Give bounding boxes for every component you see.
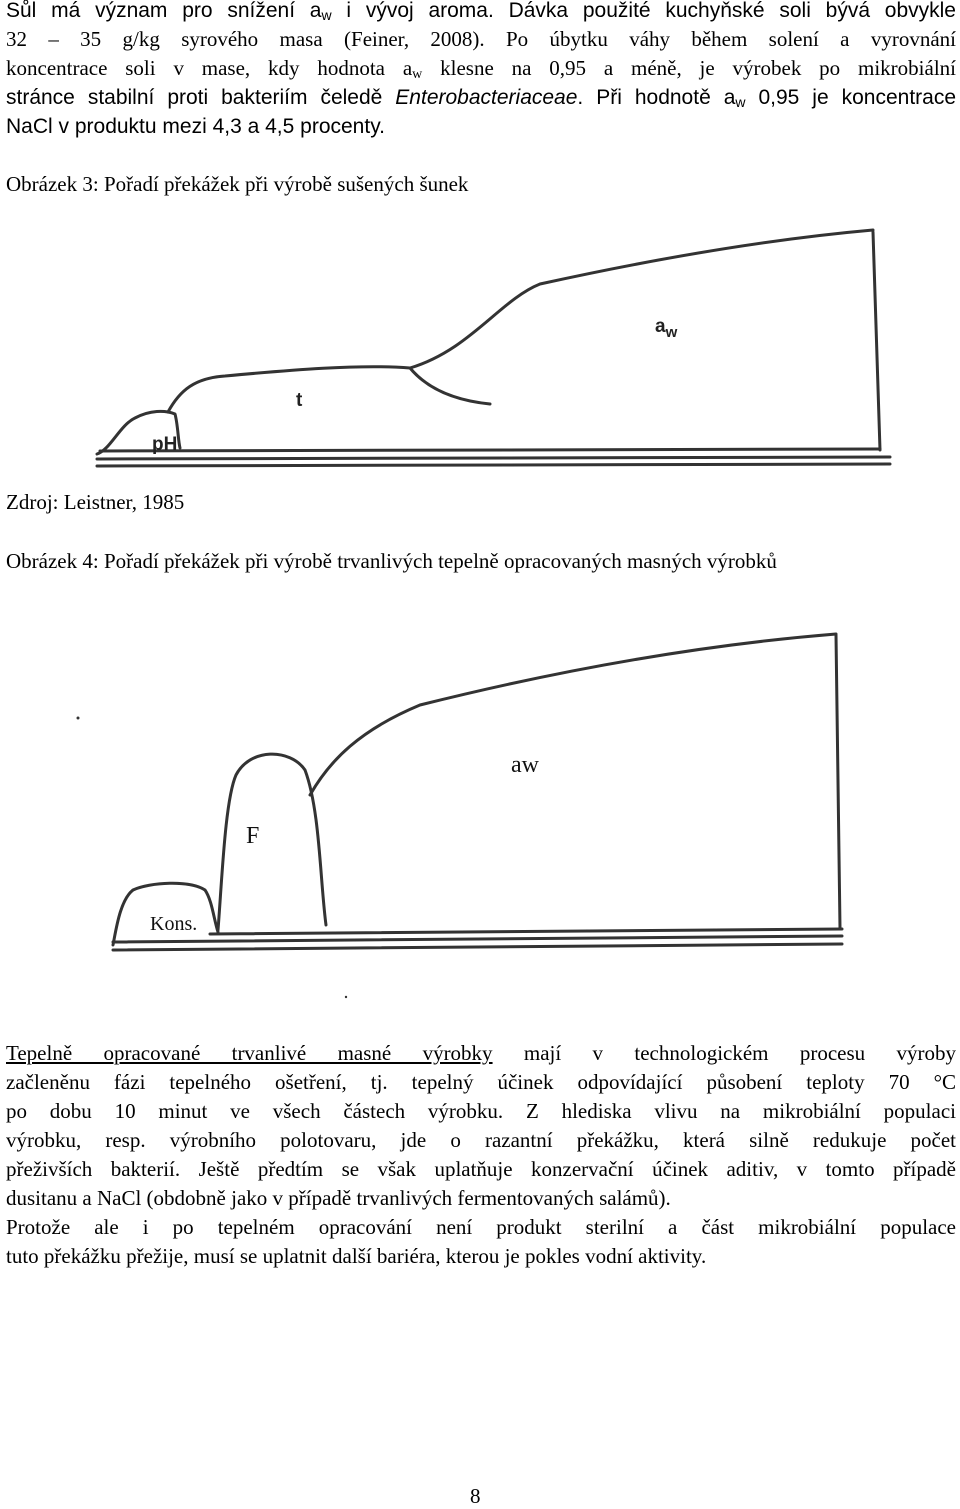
- fig4-speck-bottom: [345, 996, 347, 998]
- fig4-right-edge: [836, 635, 840, 928]
- fig4-baseline: [113, 929, 842, 950]
- body-line-4: výrobku, resp. výrobního polotovaru, jde o razantní překážku, která silně redukuje počet: [6, 1128, 956, 1152]
- fig3-label-aw: $a_w$: [655, 316, 678, 341]
- fig4-aw-barrier: [310, 634, 836, 795]
- intro-line-4: stránce stabilní proti bakteriím čeledě Enterobacteriaceae. Při hodnotě $a_w$ 0,95 je koncentrace: [6, 86, 957, 110]
- page-number: 8: [470, 1484, 481, 1508]
- figure-4-caption: Obrázek 4: Pořadí překážek při výrobě trvanlivých tepelně opracovaných masných výrobků: [6, 549, 777, 573]
- body-line-7: Protože ale i po tepelném opracování není produkt sterilní a část mikrobiální populace: [6, 1215, 956, 1239]
- fig3-label-ph: pH: [152, 434, 178, 455]
- fig4-f-barrier: [218, 754, 326, 930]
- body-line-6: dusitanu a NaCl (obdobně jako v případě trvanlivých fermentovaných salámů).: [6, 1186, 671, 1210]
- body-line-5: přeživších bakterií. Ještě předtím se však uplatňuje konzervační účinek aditiv, v tomto případě: [6, 1157, 956, 1181]
- body-paragraph: [6, 1039, 956, 1271]
- fig4-speck-top: [77, 717, 80, 720]
- body-line-1: Tepelně opracované trvanlivé masné výrobky mají v technologickém procesu výroby: [6, 1041, 956, 1065]
- figure-3-source: Zdroj: Leistner, 1985: [6, 490, 185, 514]
- intro-line-3: koncentrace soli v mase, kdy hodnota $a_w$ klesne na 0,95 a méně, je výrobek po mikrobiální: [6, 56, 956, 82]
- figure-3-caption: Obrázek 3: Pořadí překážek při výrobě sušených šunek: [6, 172, 469, 196]
- fig4-label-f: F: [246, 823, 260, 849]
- intro-line-5: NaCl v produktu mezi 4,3 a 4,5 procenty.: [6, 115, 385, 138]
- intro-line-2: 32 – 35 g/kg syrového masa (Feiner, 2008). Po úbytku váhy během solení a vyrovnání: [6, 27, 956, 51]
- body-line-3: po dobu 10 minut ve všech částech výrobku. Z hlediska vlivu na mikrobiální populaci: [6, 1099, 956, 1123]
- fig3-label-t: t: [296, 390, 303, 411]
- body-line-2: začleněnu fázi tepelného ošetření, tj. tepelný účinek odpovídající působení teploty 70 °C: [6, 1070, 956, 1094]
- intro-line-1: Sůl má význam pro snížení $a_w$ i vývoj aroma. Dávka použité kuchyňské soli bývá obvykle: [6, 0, 956, 23]
- fig4-label-kons: Kons.: [150, 913, 198, 935]
- fig4-label-aw: aw: [511, 752, 539, 778]
- body-line-8: tuto překážku přežije, musí se uplatnit další bariéra, kterou je pokles vodní aktivity.: [6, 1244, 707, 1268]
